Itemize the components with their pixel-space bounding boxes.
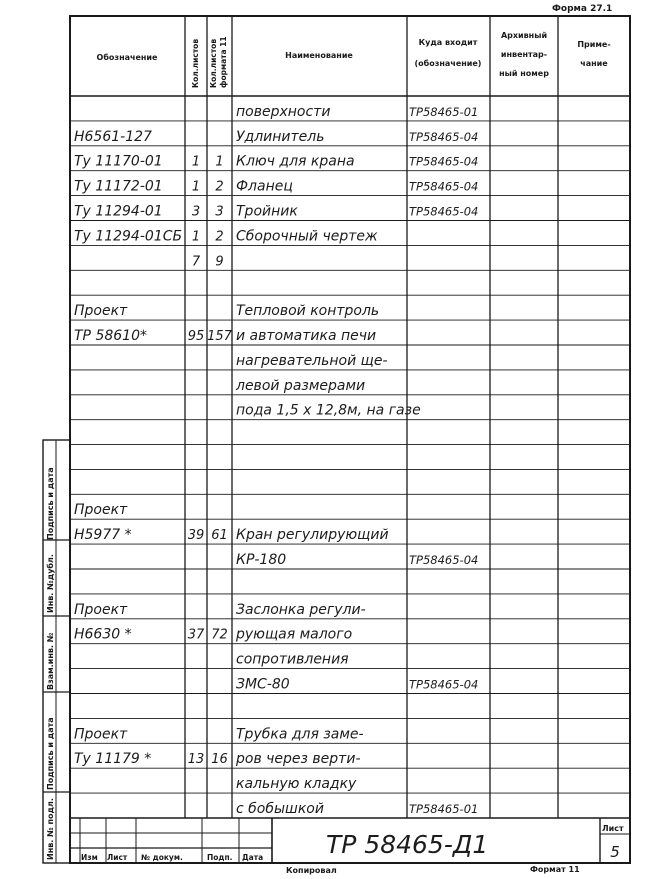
cell-where-used: ТР58465-04 [409,179,479,194]
cell-name: нагревательной ще- [236,352,388,369]
sheet-label: Лист [602,824,624,833]
cell-name: Тройник [236,203,298,220]
cell-name: Сборочный чертеж [236,228,378,245]
cell-name: рующая малого [236,626,353,643]
table-row [74,602,366,618]
cell-name: ров через верти- [236,751,361,768]
side-stamp [43,440,70,863]
header-note-2: чание [580,59,608,68]
cell-name: Ключ для крана [236,153,355,170]
cell-name: Тепловой контроль [236,303,380,320]
cell-format11: 1 [215,154,224,170]
header-archive-2: инвентар- [500,50,548,59]
side-sign-date-1: Подпись и дата [46,467,55,540]
cell-format11: 9 [215,254,224,270]
table-row [74,502,128,518]
table-row [236,801,478,817]
tb-col-izm: Изм [81,853,98,862]
cell-sheets: 1 [191,179,201,195]
header-archive-3: ный номер [499,69,549,78]
tb-col-doc: № докум. [141,853,183,862]
cell-sheets: 13 [187,752,205,768]
table-row [236,353,388,369]
cell-name: кальную кладку [236,776,357,793]
cell-name: Кран регулирующий [236,527,389,544]
cell-designation: Проект [74,303,128,320]
tb-col-list: Лист [107,853,128,862]
svg-text:Кол.листов: Кол.листов [209,38,218,88]
cell-name: Удлинитель [236,128,325,145]
cell-designation: Ту 11179 * [74,751,152,768]
cell-sheets: 39 [187,528,205,544]
cell-where-used: ТР58465-04 [409,677,479,692]
cell-format11: 2 [215,179,224,195]
cell-designation: Проект [74,502,128,519]
document-number: ТР 58465-Д1 [326,830,489,859]
cell-designation: Ту 11294-01СБ [74,228,183,245]
header-where-used-1: Куда входит [418,38,478,47]
table-row [74,303,379,319]
cell-where-used: ТР58465-04 [409,204,479,219]
cell-sheets: 95 [187,329,205,344]
cell-sheets: 7 [191,254,201,270]
cell-format11: 2 [215,229,224,245]
svg-text:формата 11: формата 11 [219,36,228,88]
table-row [236,403,421,419]
table-row [74,751,361,767]
cell-designation: Ту 11170-01 [74,153,163,170]
sheet-number: 5 [610,843,620,861]
cell-designation: Н5977 * [74,527,132,544]
cell-where-used: ТР58465-04 [409,129,479,144]
cell-name: сопротивления [236,651,349,668]
table-row [74,179,478,195]
side-inv-dup: Инв. №дубл. [46,554,55,613]
cell-name: Трубка для заме- [236,726,364,743]
header-where-used-2: (обозначение) [414,59,482,68]
table-row [74,228,378,244]
table-row [192,254,224,269]
cell-name: КР-180 [236,552,287,568]
cell-designation: Проект [74,601,128,618]
header-note-1: Приме- [577,40,611,49]
header-sheets-count: Кол.листов [191,38,200,88]
table-row [74,627,352,643]
cell-name: Заслонка регули- [236,601,366,618]
cell-sheets: 37 [187,627,205,643]
cell-where-used: ТР58465-01 [409,104,479,119]
table-row [74,726,364,742]
side-replace-inv: Взам.инв. № [46,632,55,690]
cell-name: с бобышкой [236,801,324,817]
cell-designation: Проект [74,726,128,743]
cell-name: и автоматика печи [236,328,377,344]
table-row [236,652,349,668]
side-inv-orig: Инв. № подл. [46,798,55,860]
cell-sheets: 3 [191,204,201,220]
table-row [236,552,478,568]
cell-format11: 3 [215,204,224,220]
cell-sheets: 1 [191,154,201,170]
header-archive-1: Архивный [500,31,548,40]
table-row [236,677,478,693]
cell-designation: ТР 58610* [74,328,147,344]
cell-where-used: ТР58465-04 [409,154,479,169]
cell-format11: 157 [207,329,232,344]
cell-name: Фланец [236,178,293,195]
tb-col-sign: Подп. [207,853,233,862]
copied-label: Копировал [286,866,337,875]
table-row [74,129,478,145]
cell-designation: Н6561-127 [74,128,152,145]
cell-format11: 16 [211,752,228,768]
table-row [74,154,478,170]
table-row [235,378,365,394]
side-sign-date-2: Подпись и дата [46,717,55,790]
cell-name: ЗМС-80 [236,676,290,693]
cell-format11: 61 [211,528,228,544]
table-row [74,328,376,344]
cell-where-used: ТР58465-04 [409,553,479,567]
title-block [70,818,630,863]
cell-sheets: 1 [191,229,201,245]
table-row [74,527,389,543]
table-row [74,204,478,220]
form-number-label: Форма 27.1 [552,4,613,14]
header-designation: Обозначение [96,53,158,62]
register-table [74,104,478,817]
format-label: Формат 11 [530,865,580,874]
row-lines [70,121,630,793]
cell-name: левой размерами [236,377,366,394]
cell-where-used: ТР58465-01 [409,802,479,816]
cell-format11: 72 [211,627,228,643]
table-row [236,776,357,792]
cell-designation: Н6630 * [74,626,132,643]
cell-name: пода 1,5 x 12,8м, на газе [236,402,421,419]
table-row [236,104,478,120]
header-sheets-format [209,36,228,88]
cell-name: поверхности [236,103,331,120]
cell-designation: Ту 11294-01 [74,203,163,220]
cell-designation: Ту 11172-01 [74,178,163,195]
header-name: Наименование [285,51,353,60]
tb-col-date: Дата [242,853,264,862]
